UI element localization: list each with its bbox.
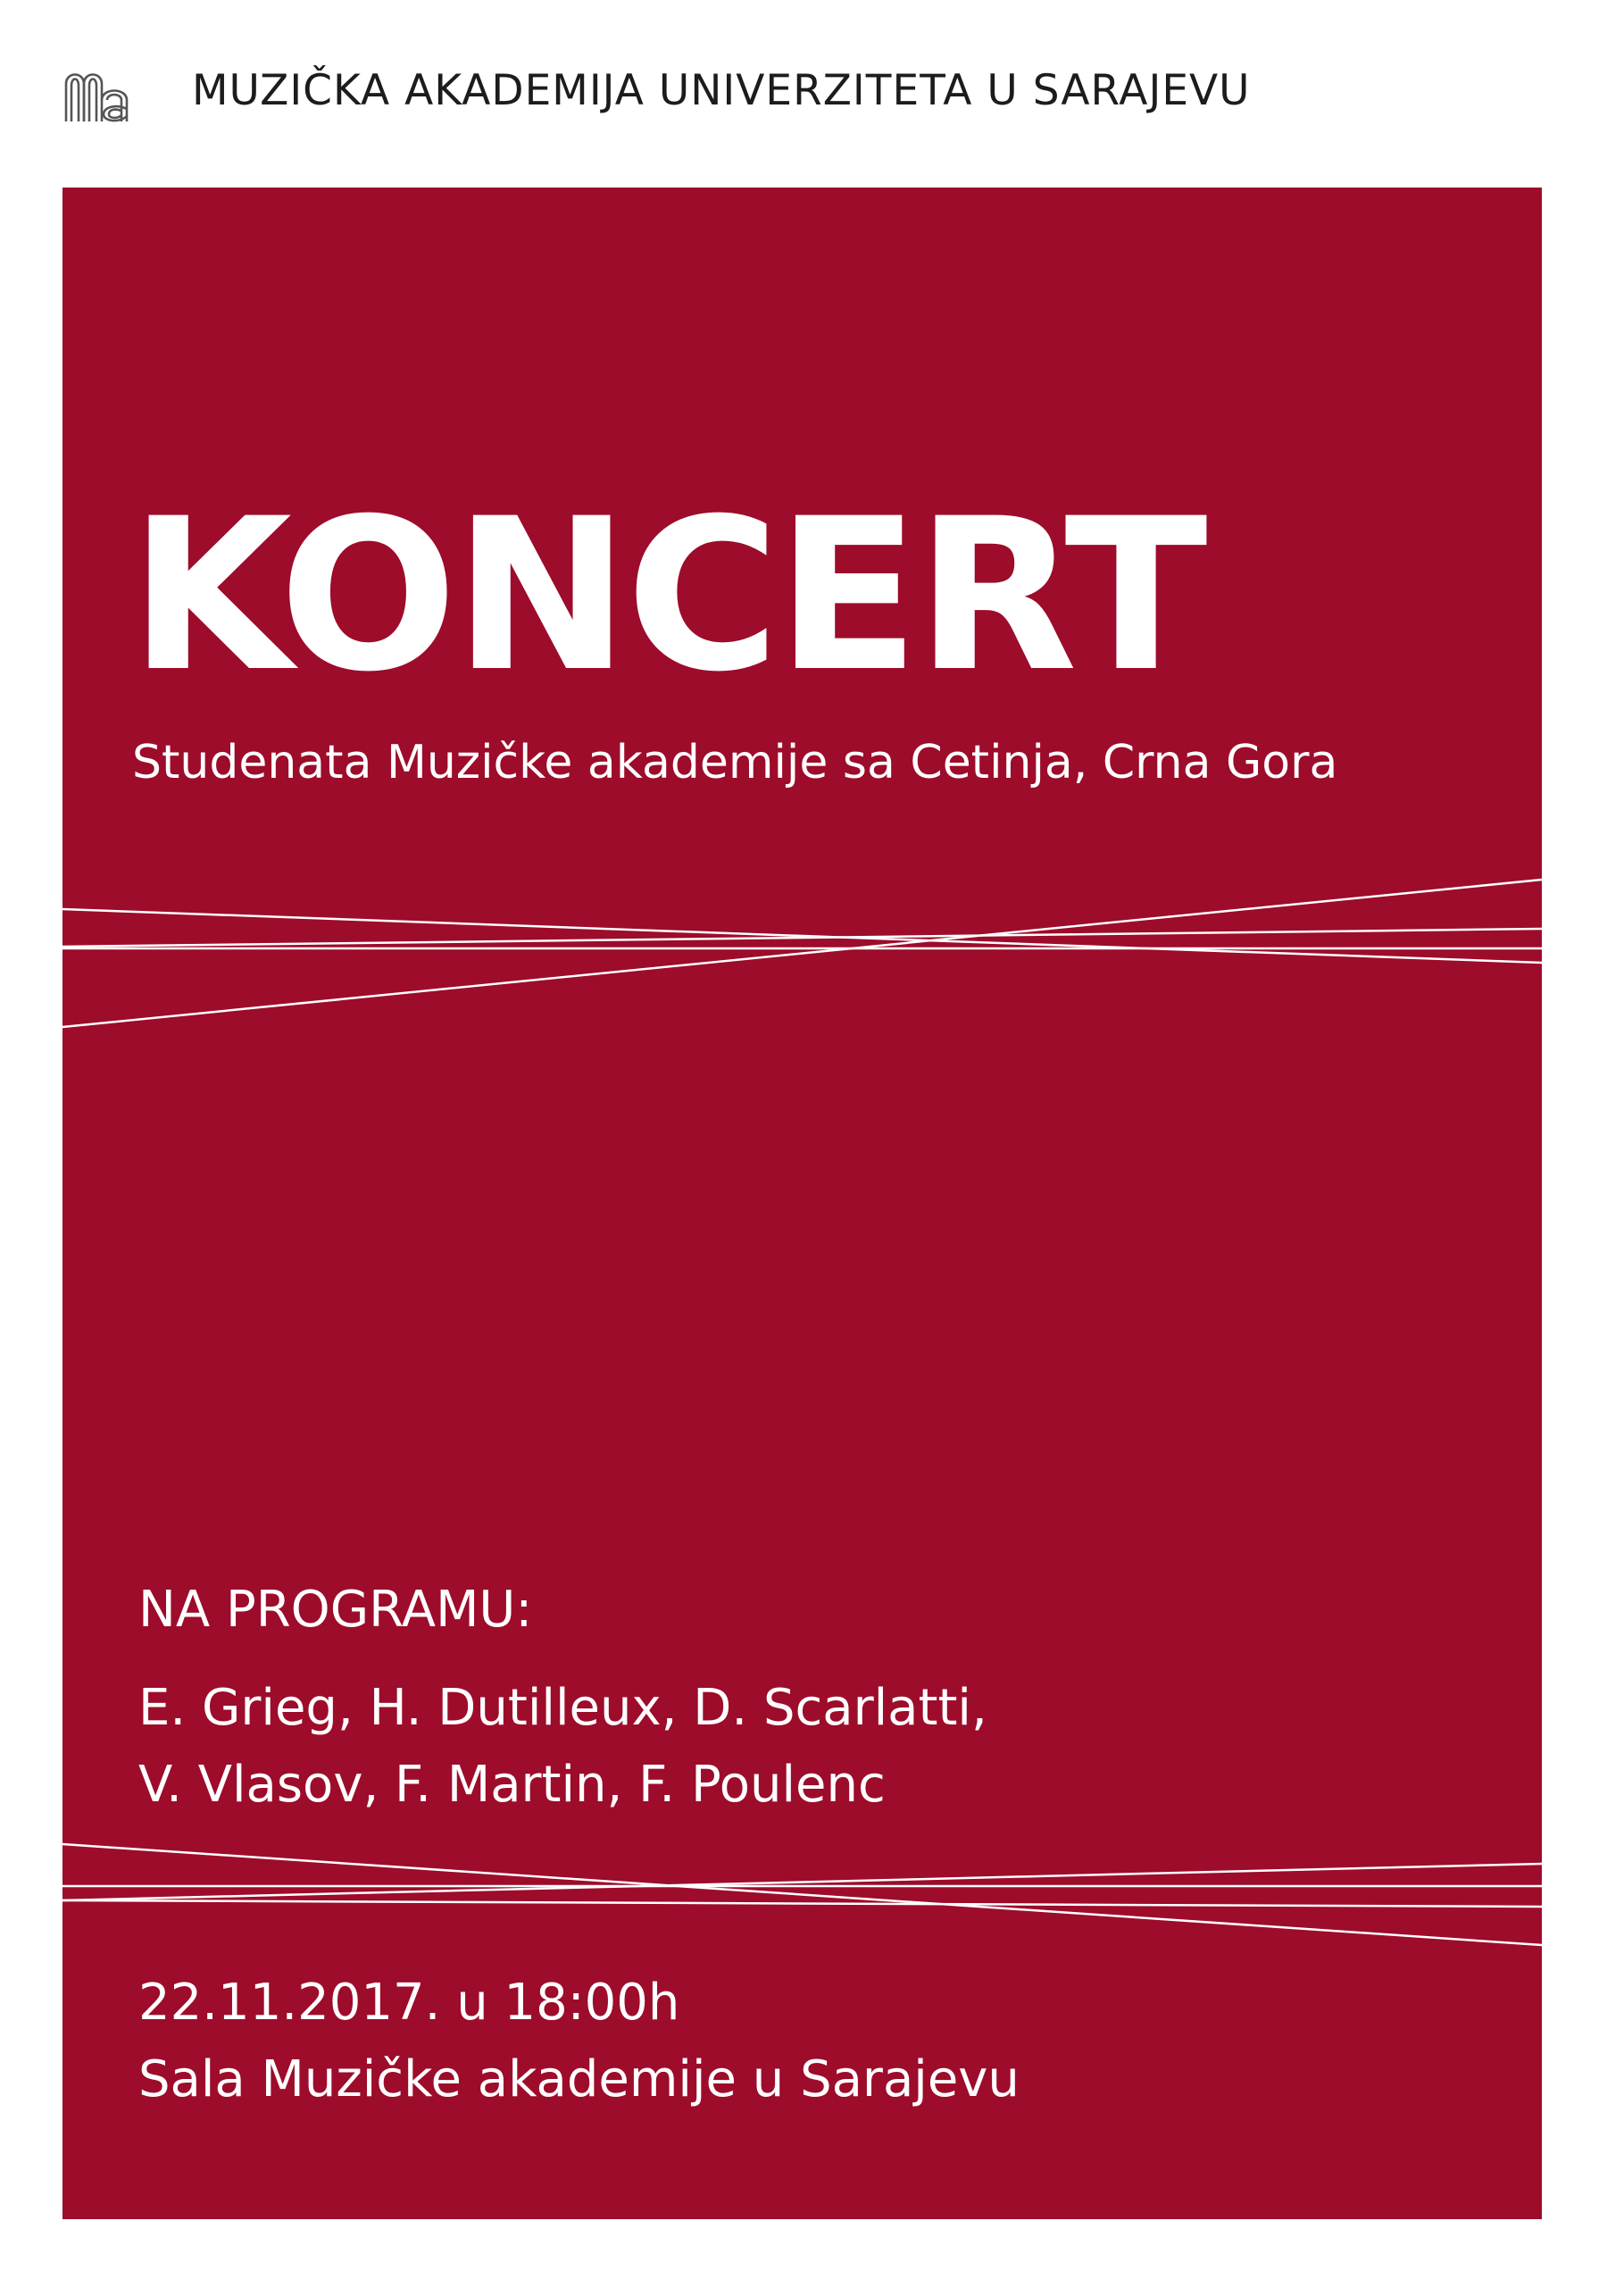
program-list	[138, 1670, 987, 1824]
concert-title: KONCERT	[129, 474, 1204, 718]
ma-logo-icon	[62, 64, 134, 123]
program-line: V. Vlasov, F. Martin, F. Poulenc	[138, 1756, 886, 1814]
poster	[62, 188, 1542, 2219]
event-info	[138, 1965, 1020, 2118]
header	[0, 0, 1607, 188]
lower-line-3	[62, 1900, 1542, 1907]
program-line: E. Grieg, H. Dutilleux, D. Scarlatti,	[138, 1679, 987, 1737]
institution-name: MUZIČKA AKADEMIJA UNIVERZITETA U SARAJEVU	[192, 66, 1251, 115]
event-date-time: 22.11.2017. u 18:00h	[138, 1974, 680, 2032]
event-venue: Sala Muzičke akademije u Sarajevu	[138, 2050, 1020, 2108]
upper-line-1	[62, 909, 1542, 963]
program-heading: NA PROGRAMU:	[138, 1581, 533, 1639]
concert-subtitle: Studenata Muzičke akademije sa Cetinja, Crna Gora	[132, 736, 1338, 789]
upper-line-3	[62, 880, 1542, 1027]
upper-line-2	[62, 929, 1542, 947]
